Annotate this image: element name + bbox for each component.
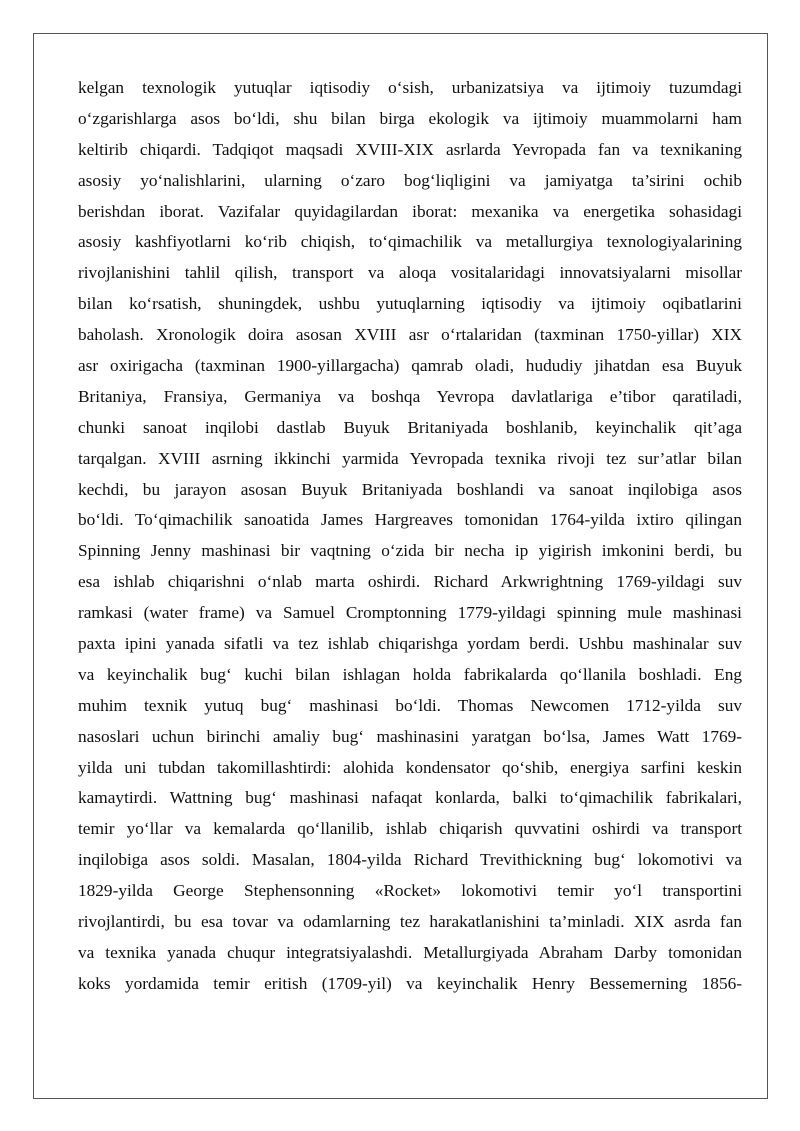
text-line: baholash. Xronologik doira asosan XVIII asr o‘rtalaridan (taxminan 1750-yillar) XIX (78, 325, 742, 345)
text-line: kamaytirdi. Wattning bug‘ mashinasi nafaqat konlarda, balki to‘qimachilik fabrikalari, (78, 788, 742, 808)
text-line: inqilobiga asos soldi. Masalan, 1804-yilda Richard Trevithickning bug‘ lokomotivi va (78, 850, 742, 870)
text-line: paxta ipini yanada sifatli va tez ishlab chiqarishga yordam berdi. Ushbu mashinalar suv (78, 634, 742, 654)
body-text (78, 73, 742, 1000)
text-line: Britaniya, Fransiya, Germaniya va boshqa Yevropa davlatlariga e’tibor qaratiladi, (78, 386, 742, 406)
text-line: ramkasi (water frame) va Samuel Cromptonning 1779-yildagi spinning mule mashinasi (78, 603, 742, 623)
text-line: va texnika yanada chuqur integratsiyalashdi. Metallurgiyada Abraham Darby tomonidan (78, 942, 742, 962)
text-line: koks yordamida temir eritish (1709-yil) va keyinchalik Henry Bessemerning 1856- (78, 973, 742, 993)
text-line: yilda uni tubdan takomillashtirdi: alohida kondensator qo‘shib, energiya sarfini keskin (78, 757, 742, 777)
text-line: asr oxirigacha (taxminan 1900-yillargacha) qamrab oladi, hududiy jihatdan esa Buyuk (78, 356, 742, 376)
text-line: asosiy yo‘nalishlarini, ularning o‘zaro bog‘liqligini va jamiyatga ta’sirini ochib (78, 170, 742, 190)
text-line: berishdan iborat. Vazifalar quyidagilardan iborat: mexanika va energetika sohasidagi (78, 201, 742, 221)
text-line: tarqalgan. XVIII asrning ikkinchi yarmida Yevropada texnika rivoji tez sur’atlar bilan (78, 448, 742, 468)
text-line: bilan ko‘rsatish, shuningdek, ushbu yutuqlarning iqtisodiy va ijtimoiy oqibatlarini (78, 294, 742, 314)
text-line: Spinning Jenny mashinasi bir vaqtning o‘zida bir necha ip yigirish imkonini berdi, bu (78, 541, 742, 561)
text-line: muhim texnik yutuq bug‘ mashinasi bo‘ldi. Thomas Newcomen 1712-yilda suv (78, 695, 742, 715)
text-line: esa ishlab chiqarishni o‘nlab marta oshirdi. Richard Arkwrightning 1769-yildagi suv (78, 572, 742, 592)
text-line: rivojlantirdi, bu esa tovar va odamlarning tez harakatlanishini ta’minladi. XIX asrda fan (78, 912, 742, 932)
text-line: keltirib chiqardi. Tadqiqot maqsadi XVIII-XIX asrlarda Yevropada fan va texnikaning (78, 139, 742, 159)
text-line: 1829-yilda George Stephensonning «Rocket» lokomotivi temir yo‘l transportini (78, 881, 742, 901)
text-line: temir yo‘llar va kemalarda qo‘llanilib, ishlab chiqarish quvvatini oshirdi va transport (78, 819, 742, 839)
text-line: nasoslari uchun birinchi amaliy bug‘ mashinasini yaratgan bo‘lsa, James Watt 1769- (78, 726, 742, 746)
text-line: va keyinchalik bug‘ kuchi bilan ishlagan holda fabrikalarda qo‘llanila boshladi. Eng (78, 664, 742, 684)
text-line: o‘zgarishlarga asos bo‘ldi, shu bilan birga ekologik va ijtimoiy muammolarni ham (78, 108, 742, 128)
text-line: rivojlanishini tahlil qilish, transport va aloqa vositalaridagi innovatsiyalarni misollar (78, 263, 742, 283)
text-line: chunki sanoat inqilobi dastlab Buyuk Britaniyada boshlanib, keyinchalik qit’aga (78, 417, 742, 437)
text-line: asosiy kashfiyotlarni ko‘rib chiqish, to‘qimachilik va metallurgiya texnologiyalarining (78, 232, 742, 252)
text-line: kelgan texnologik yutuqlar iqtisodiy o‘sish, urbanizatsiya va ijtimoiy tuzumdagi (78, 78, 742, 97)
text-line: bo‘ldi. To‘qimachilik sanoatida James Hargreaves tomonidan 1764-yilda ixtiro qilingan (78, 510, 742, 530)
text-line: kechdi, bu jarayon asosan Buyuk Britaniyada boshlandi va sanoat inqilobiga asos (78, 479, 742, 499)
